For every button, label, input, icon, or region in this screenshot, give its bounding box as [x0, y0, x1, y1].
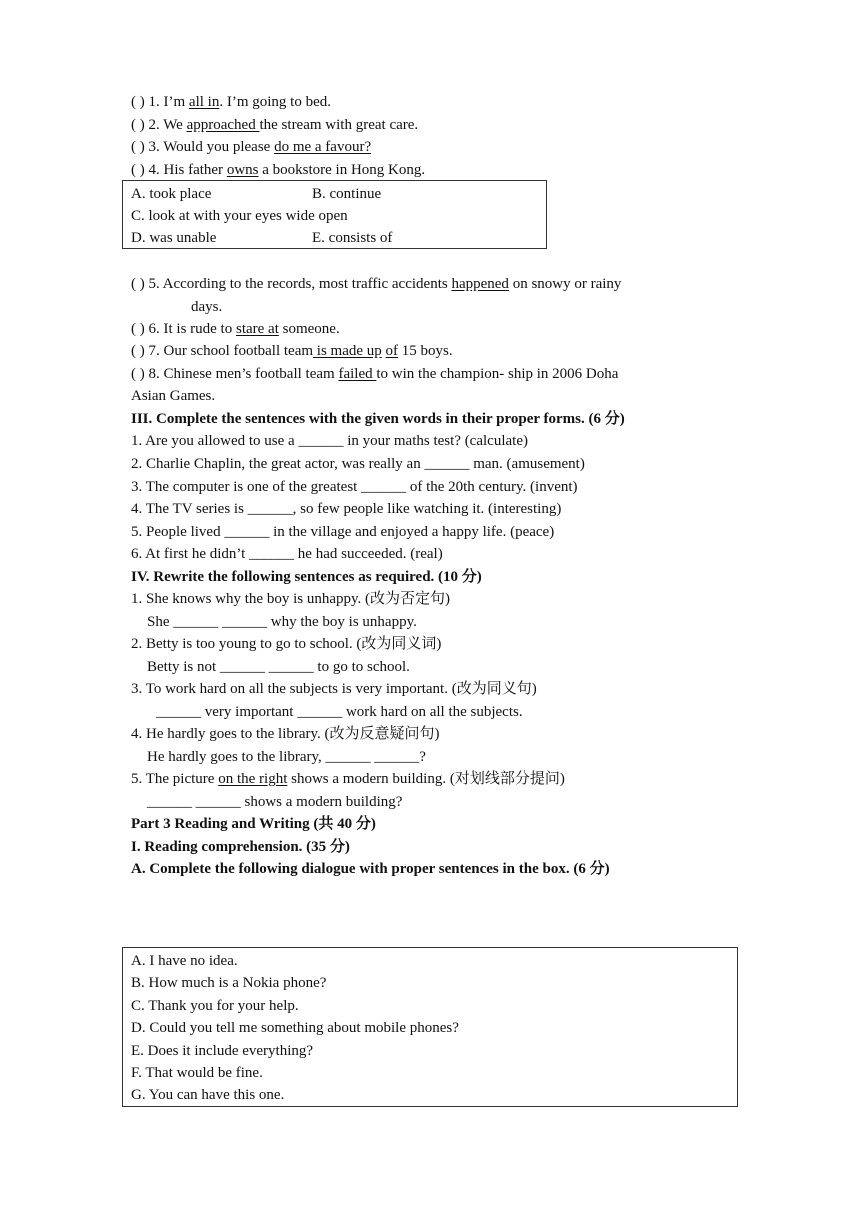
- section-3-item-1: 1. Are you allowed to use a ______ in your maths test? (calculate): [131, 433, 528, 449]
- dialogue-option-g: G. You can have this one.: [131, 1087, 285, 1103]
- section-4-item-5-answer: ______ ______ shows a modern building?: [147, 794, 403, 810]
- options-box-2: [122, 947, 738, 1107]
- dialogue-option-d: D. Could you tell me something about mobile phones?: [131, 1020, 459, 1036]
- section-4-item-1-answer: She ______ ______ why the boy is unhappy.: [147, 614, 417, 630]
- section-3-heading: III. Complete the sentences with the given words in their proper forms. (6 分): [131, 411, 625, 427]
- dialogue-option-b: B. How much is a Nokia phone?: [131, 975, 327, 991]
- section-4-heading: IV. Rewrite the following sentences as required. (10 分): [131, 569, 482, 585]
- question-1: ( ) 1. I’m all in. I’m going to bed.: [131, 94, 331, 110]
- options-box-1: [122, 180, 547, 249]
- question-4: ( ) 4. His father owns a bookstore in Hong Kong.: [131, 162, 426, 178]
- section-3-item-6: 6. At first he didn’t ______ he had succeeded. (real): [131, 546, 443, 562]
- option-a: A. took place: [131, 186, 212, 202]
- section-4-item-3-answer: ______ very important ______ work hard on all the subjects.: [156, 704, 523, 720]
- section-4-item-4-answer: He hardly goes to the library, ______ ______?: [147, 749, 426, 765]
- question-8-continued: Asian Games.: [131, 388, 216, 404]
- question-7: ( ) 7. Our school football team is made up of 15 boys.: [131, 343, 453, 359]
- section-3-item-4: 4. The TV series is ______, so few people like watching it. (interesting): [131, 501, 562, 517]
- section-4-item-3: 3. To work hard on all the subjects is very important. (改为同义句): [131, 681, 537, 697]
- question-8: ( ) 8. Chinese men’s football team failed to win the champion- ship in 2006 Doha: [131, 366, 619, 382]
- question-3: ( ) 3. Would you please do me a favour?: [131, 139, 372, 155]
- option-d: D. was unable: [131, 230, 217, 246]
- dialogue-option-f: F. That would be fine.: [131, 1065, 263, 1081]
- question-2: ( ) 2. We approached the stream with great care.: [131, 117, 419, 133]
- question-5: ( ) 5. According to the records, most traffic accidents happened on snowy or rainy: [131, 276, 622, 292]
- option-c: C. look at with your eyes wide open: [131, 208, 348, 224]
- section-4-item-2-answer: Betty is not ______ ______ to go to school.: [147, 659, 410, 675]
- part-3-subheading-2: A. Complete the following dialogue with proper sentences in the box. (6 分): [131, 861, 610, 877]
- dialogue-option-a: A. I have no idea.: [131, 953, 238, 969]
- section-3-item-2: 2. Charlie Chaplin, the great actor, was really an ______ man. (amusement): [131, 456, 585, 472]
- section-4-item-5: 5. The picture on the right shows a modern building. (对划线部分提问): [131, 771, 565, 787]
- part-3-subheading-1: I. Reading comprehension. (35 分): [131, 839, 350, 855]
- dialogue-option-e: E. Does it include everything?: [131, 1043, 314, 1059]
- option-b: B. continue: [312, 186, 382, 202]
- section-4-item-4: 4. He hardly goes to the library. (改为反意疑问句): [131, 726, 440, 742]
- option-e: E. consists of: [312, 230, 393, 246]
- part-3-heading: Part 3 Reading and Writing (共 40 分): [131, 816, 376, 832]
- dialogue-option-c: C. Thank you for your help.: [131, 998, 299, 1014]
- section-3-item-5: 5. People lived ______ in the village and enjoyed a happy life. (peace): [131, 524, 555, 540]
- section-4-item-1: 1. She knows why the boy is unhappy. (改为否定句): [131, 591, 451, 607]
- question-6: ( ) 6. It is rude to stare at someone.: [131, 321, 340, 337]
- question-5-continued: days.: [191, 299, 223, 315]
- section-3-item-3: 3. The computer is one of the greatest ______ of the 20th century. (invent): [131, 479, 578, 495]
- section-4-item-2: 2. Betty is too young to go to school. (改为同义词): [131, 636, 442, 652]
